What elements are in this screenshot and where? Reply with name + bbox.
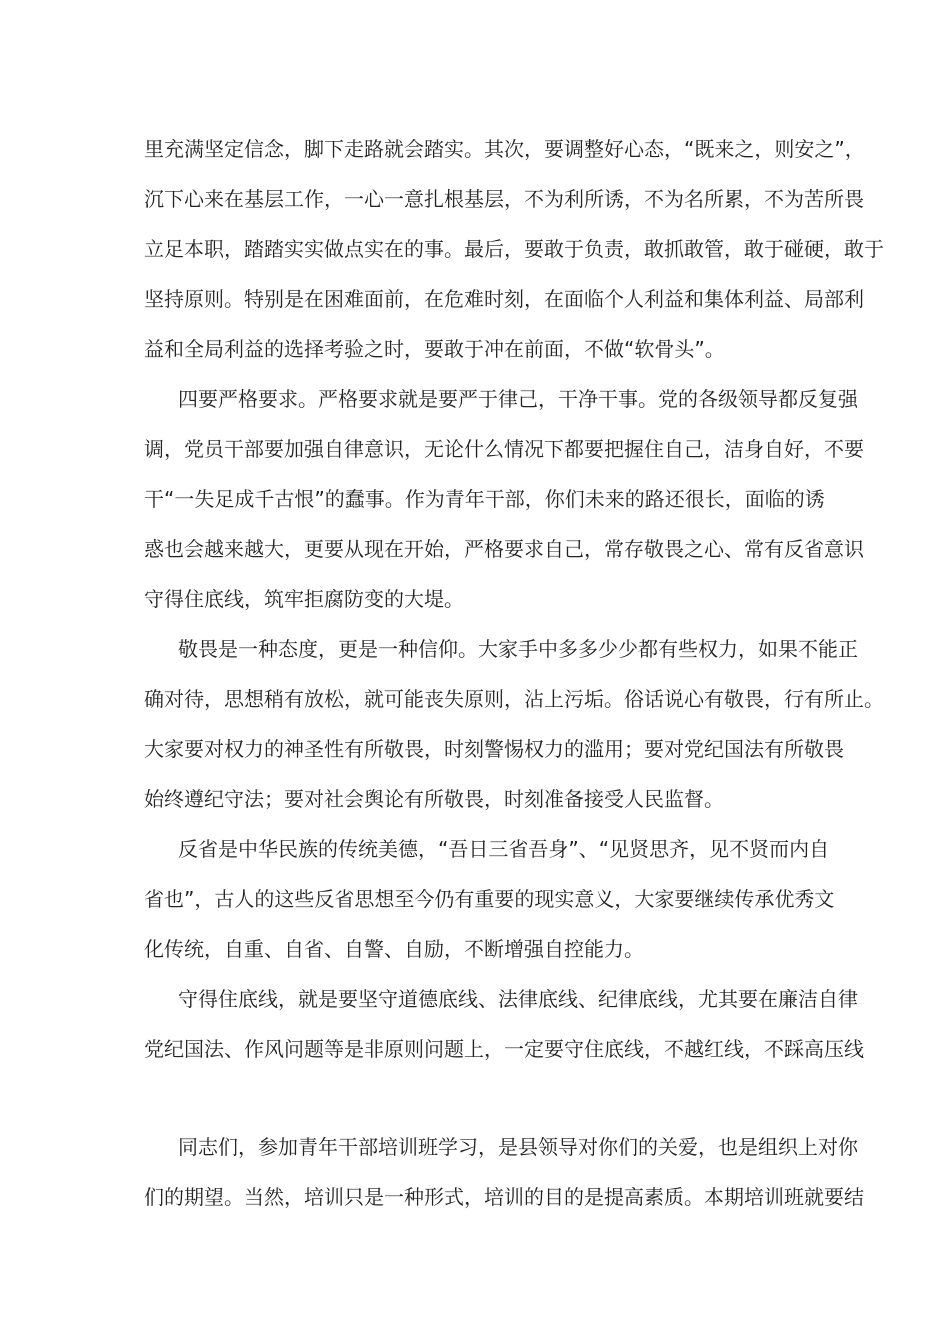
paragraph-start-line-11: 敬畏是一种态度，更是一种信仰。大家手中多多少少都有些权力，如果不能正 [178, 637, 858, 661]
text-line-4: 坚持原则。特别是在困难面前，在危难时刻，在面临个人利益和集体利益、局部利 [144, 287, 864, 311]
text-line-14: 始终遵纪守法；要对社会舆论有所敬畏，时刻准备接受人民监督。 [144, 787, 724, 811]
paragraph-start-line-6: 四要严格要求。严格要求就是要严于律己，干净干事。党的各级领导都反复强 [178, 387, 858, 411]
text-line-21: 们的期望。当然，培训只是一种形式，培训的目的是提高素质。本期培训班就要结 [144, 1185, 864, 1209]
text-line-12: 确对待，思想稍有放松，就可能丧失原则，沾上污垢。俗话说心有敬畏，行有所止。 [144, 687, 884, 711]
text-line-5: 益和全局利益的选择考验之时，要敢于冲在前面，不做“软骨头”。 [144, 337, 725, 361]
text-line-8: 干“一失足成千古恨”的蠢事。作为青年干部，你们未来的路还很长，面临的诱 [144, 487, 825, 511]
text-line-7: 调，党员干部要加强自律意识，无论什么情况下都要把握住自己，洁身自好，不要 [144, 437, 864, 461]
text-line-3: 立足本职，踏踏实实做点实在的事。最后，要敢于负责，敢抓敢管，敢于碰硬，敢于 [144, 237, 884, 261]
text-line-9: 惑也会越来越大，更要从现在开始，严格要求自己，常存敬畏之心、常有反省意识 [144, 537, 864, 561]
paragraph-start-line-18: 守得住底线，就是要坚守道德底线、法律底线、纪律底线，尤其要在廉洁自律 [178, 987, 858, 1011]
text-line-16: 省也”，古人的这些反省思想至今仍有重要的现实意义，大家要继续传承优秀文 [144, 887, 835, 911]
text-line-10: 守得住底线，筑牢拒腐防变的大堤。 [144, 587, 464, 611]
paragraph-start-line-15: 反省是中华民族的传统美德，“吾日三省吾身”、“见贤思齐，见不贤而内自 [178, 837, 830, 861]
text-line-2: 沉下心来在基层工作，一心一意扎根基层，不为利所诱，不为名所累，不为苦所畏 [144, 187, 864, 211]
text-line-19: 党纪国法、作风问题等是非原则问题上，一定要守住底线，不越红线，不踩高压线 [144, 1037, 864, 1061]
text-line-13: 大家要对权力的神圣性有所敬畏，时刻警惕权力的滥用；要对党纪国法有所敬畏 [144, 737, 844, 761]
text-line-17: 化传统，自重、自省、自警、自励，不断增强自控能力。 [144, 937, 644, 961]
text-line-1: 里充满坚定信念，脚下走路就会踏实。其次，要调整好心态，“既来之，则安之”， [144, 137, 865, 161]
paragraph-start-line-20: 同志们，参加青年干部培训班学习，是县领导对你们的关爱，也是组织上对你 [178, 1135, 858, 1159]
